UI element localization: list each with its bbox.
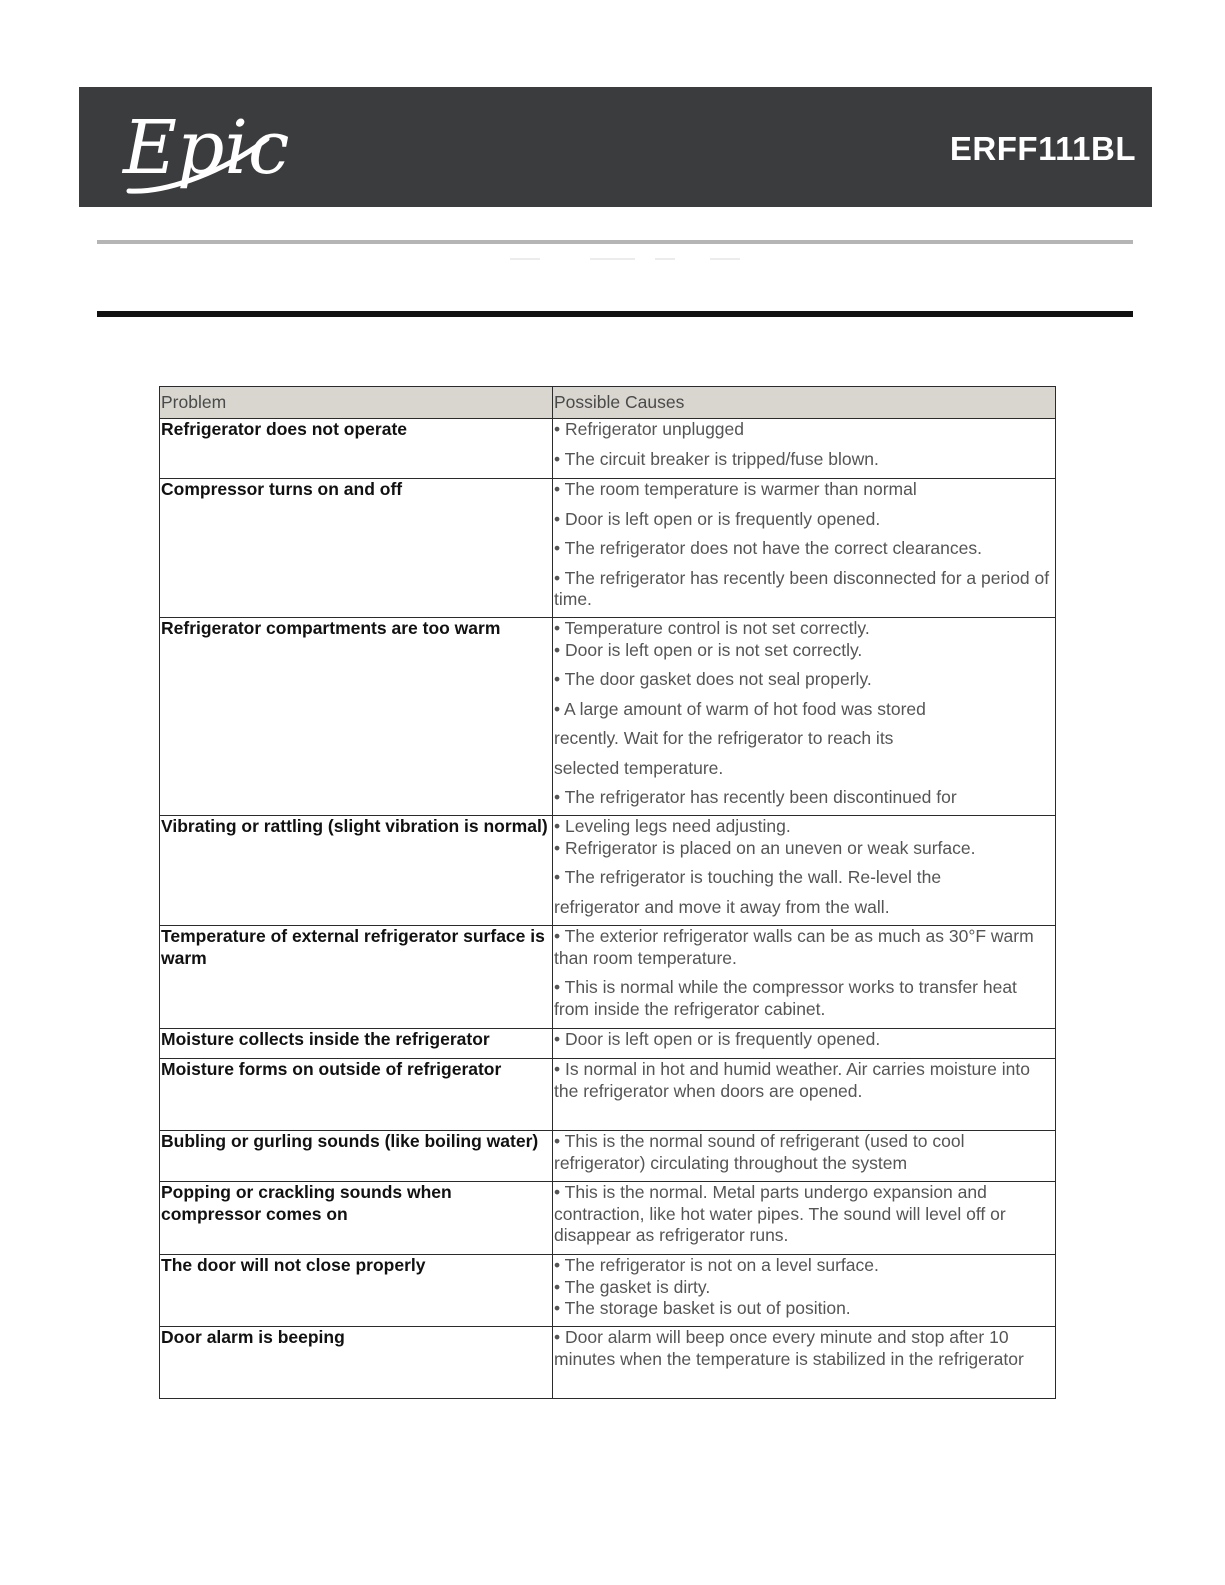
causes-cell: [553, 926, 1056, 1029]
epic-logo: [121, 95, 290, 200]
problem-cell: Door alarm is beeping: [160, 1327, 553, 1399]
cause-line: • The refrigerator does not have the correct clearances.: [554, 538, 982, 558]
header-rule-thick: [97, 311, 1133, 317]
model-number: ERFF111BL: [949, 130, 1136, 167]
causes-cell: [553, 419, 1056, 479]
table-row: [160, 926, 1056, 1029]
causes-cell: [553, 1182, 1056, 1255]
problem-cell: Moisture forms on outside of refrigerator: [160, 1059, 553, 1131]
table-row: [160, 1182, 1056, 1255]
cause-line: • This is the normal sound of refrigerant (used to cool refrigerator) circulating throughout the system: [554, 1131, 965, 1173]
cause-line: • The refrigerator is touching the wall. Re-level the: [554, 867, 942, 887]
cause-line: • Refrigerator is placed on an uneven or weak surface.: [554, 837, 976, 858]
cause-line: • Door is left open or is not set correctly.: [554, 639, 863, 660]
cause-line: • A large amount of warm of hot food was stored: [554, 698, 926, 719]
problem-cell: Popping or crackling sounds when compressor comes on: [160, 1182, 553, 1255]
causes-cell: [553, 1327, 1056, 1399]
problem-cell: Compressor turns on and off: [160, 479, 553, 618]
causes-cell: [553, 1059, 1056, 1131]
table-row: [160, 1255, 1056, 1327]
svg-text:Epic: Epic: [123, 105, 290, 191]
troubleshooting-table: [159, 386, 1056, 1399]
table-row: [160, 618, 1056, 816]
problem-cell: Moisture collects inside the refrigerator: [160, 1029, 553, 1059]
problem-cell: Bubling or gurling sounds (like boiling water): [160, 1131, 553, 1182]
problem-cell: Refrigerator does not operate: [160, 419, 553, 479]
problem-cell: Vibrating or rattling (slight vibration is normal): [160, 816, 553, 926]
causes-cell: [553, 479, 1056, 618]
problem-cell: Temperature of external refrigerator surface is warm: [160, 926, 553, 1029]
cause-line: • The refrigerator is not on a level surface.: [554, 1255, 879, 1275]
cause-line: • The circuit breaker is tripped/fuse blown.: [554, 448, 879, 469]
table-header-row: [160, 387, 1056, 419]
faint-title-marks: [510, 258, 750, 264]
table-row: [160, 479, 1056, 618]
cause-line: • Temperature control is not set correctly.: [554, 618, 870, 638]
table-row: [160, 816, 1056, 926]
table-row: [160, 1059, 1056, 1131]
cause-line: • The refrigerator has recently been disconnected for a period of time.: [554, 567, 1050, 609]
cause-line: • Door is left open or is frequently opened.: [554, 1029, 881, 1049]
cause-line: • This is normal while the compressor works to transfer heat from inside the refrigerator cabinet.: [554, 977, 1017, 1019]
causes-cell: [553, 1029, 1056, 1059]
cause-line: • The exterior refrigerator walls can be as much as 30°F warm than room temperature.: [554, 926, 1034, 968]
column-header-problem: Problem: [160, 387, 553, 419]
causes-cell: [553, 1131, 1056, 1182]
cause-line: • The door gasket does not seal properly.: [554, 669, 872, 689]
cause-line: • The gasket is dirty.: [554, 1276, 711, 1297]
problem-cell: The door will not close properly: [160, 1255, 553, 1327]
cause-line: • Refrigerator unplugged: [554, 419, 744, 439]
cause-line: recently. Wait for the refrigerator to reach its: [554, 728, 894, 748]
cause-line: • Door is left open or is frequently opened.: [554, 508, 881, 529]
cause-line: • The storage basket is out of position.: [554, 1298, 851, 1318]
cause-line: • This is the normal. Metal parts undergo expansion and contraction, like hot water pipes. The sound will level off or disappear as refrigerator runs.: [554, 1182, 1006, 1245]
table-row: [160, 419, 1056, 479]
header-band: [79, 87, 1152, 207]
table-row: [160, 1131, 1056, 1182]
causes-cell: [553, 618, 1056, 816]
table-row: [160, 1029, 1056, 1059]
table-row: [160, 1327, 1056, 1399]
causes-cell: [553, 1255, 1056, 1327]
cause-line: • Is normal in hot and humid weather. Air carries moisture into the refrigerator when doors are opened.: [554, 1059, 1030, 1101]
column-header-causes: Possible Causes: [553, 387, 1056, 419]
cause-line: selected temperature.: [554, 757, 724, 778]
cause-line: • The room temperature is warmer than normal: [554, 479, 917, 499]
header-rule-thin: [97, 240, 1133, 244]
problem-cell: Refrigerator compartments are too warm: [160, 618, 553, 816]
cause-line: • Leveling legs need adjusting.: [554, 816, 791, 836]
cause-line: refrigerator and move it away from the wall.: [554, 896, 890, 917]
cause-line: • The refrigerator has recently been discontinued for: [554, 787, 957, 807]
causes-cell: [553, 816, 1056, 926]
cause-line: • Door alarm will beep once every minute and stop after 10 minutes when the temperature is stabilized in the refrigerator: [554, 1327, 1024, 1369]
